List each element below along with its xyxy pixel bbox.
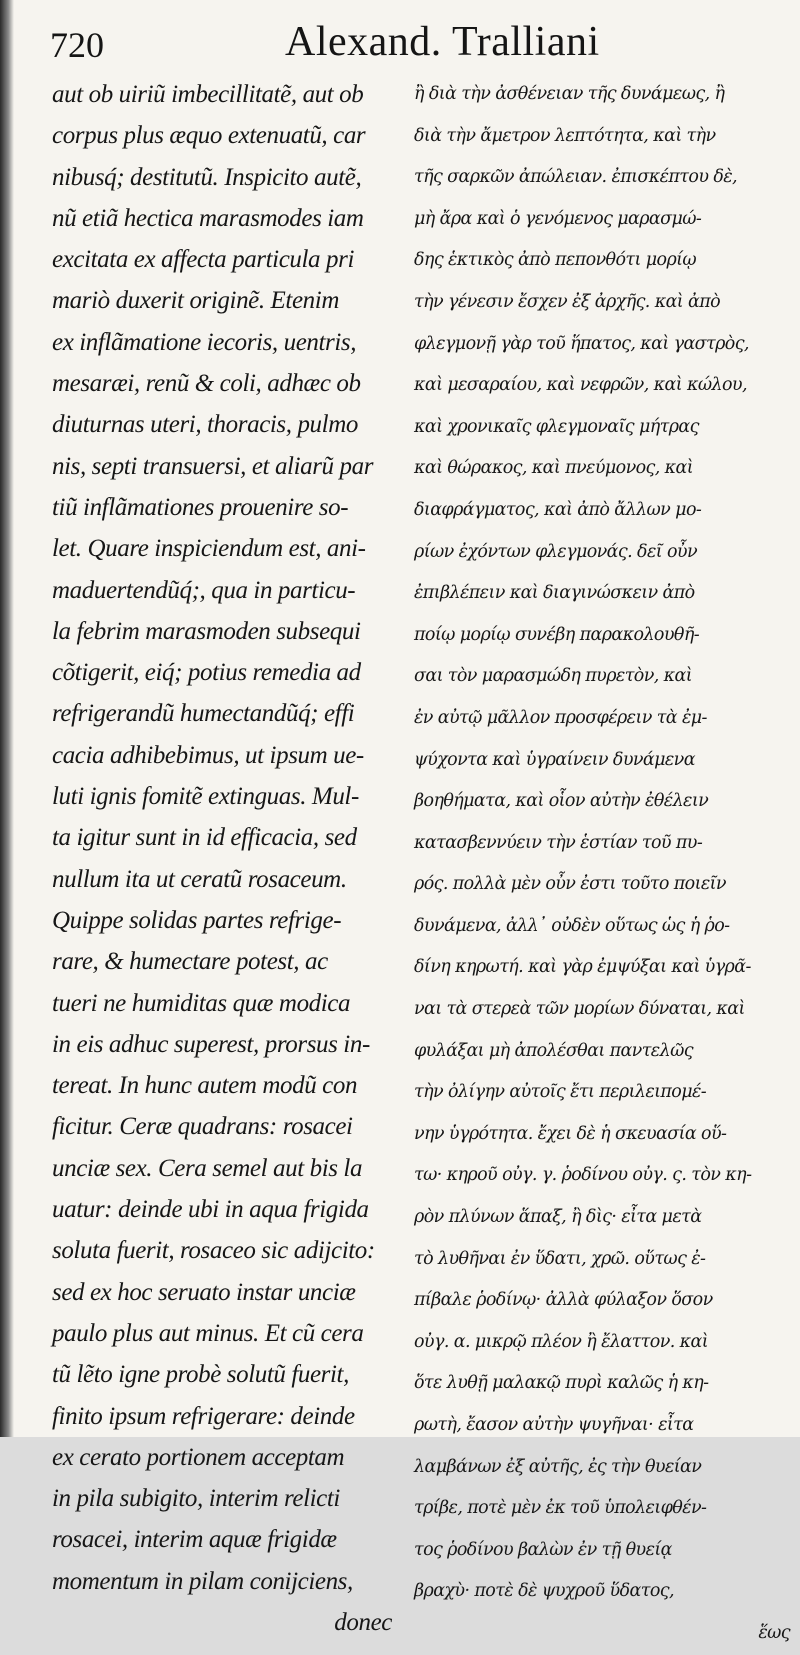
greek-text-line: τὸ λυθῆναι ἐν ὕδατι, χρῶ. οὕτως ἐ-: [414, 1248, 706, 1269]
greek-text-line: τω· κηροῦ οὐγ. γ. ῥοδίνου οὐγ. ς. τὸν κη-: [414, 1165, 752, 1186]
latin-text-line: momentum in pilam conijciens,: [52, 1567, 353, 1595]
latin-text-line: ex inflãmatione iecoris, uentris,: [52, 328, 357, 356]
greek-text-line: σαι τὸν μαρασμώδη πυρετὸν, καὶ: [414, 666, 693, 687]
greek-text-line: καὶ μεσαραίου, καὶ νεφρῶν, καὶ κώλου,: [414, 375, 747, 396]
greek-text-line: λαμβάνων ἐξ αὐτῆς, ἐς τὴν θυείαν: [414, 1456, 702, 1477]
greek-text-line: τῆς σαρκῶν ἀπώλειαν. ἐπισκέπτου δὲ,: [414, 167, 738, 188]
greek-text-line: ὅτε λυθῇ μαλακῷ πυρὶ καλῶς ἡ κη-: [414, 1373, 709, 1394]
latin-text-line: ficitur. Ceræ quadrans: rosacei: [52, 1113, 353, 1141]
latin-text-line: mesaræi, renũ & coli, adhæc ob: [52, 370, 361, 398]
latin-text-line: rare, & humectare potest, ac: [52, 948, 328, 976]
greek-text-line: ἢ διὰ τὴν ἀσθένειαν τῆς δυνάμεως, ἢ: [414, 84, 725, 104]
page-number: 720: [50, 25, 104, 65]
latin-text-line: corpus plus æquo extenuatũ, car: [52, 122, 366, 150]
greek-text-line: ρωτὴ, ἔασον αὐτὴν ψυγῆναι· εἶτα: [414, 1415, 694, 1435]
greek-text-line: τρίβε, ποτὲ μὲν ἐκ τοῦ ὑπολειφθέν-: [414, 1498, 707, 1519]
greek-catchword: ἕως: [758, 1622, 790, 1643]
greek-text-line: τὴν γένεσιν ἔσχεν ἐξ ἀρχῆς. καὶ ἀπὸ: [414, 291, 721, 312]
greek-text-line: μὴ ἄρα καὶ ὁ γενόμενος μαρασμώ-: [414, 208, 702, 229]
greek-text-line: ἐν αὐτῷ μᾶλλον προσφέρειν τὰ ἐμ-: [414, 707, 707, 728]
greek-text-line: φυλάξαι μὴ ἀπολέσθαι παντελῶς: [414, 1040, 693, 1061]
greek-text-line: διὰ τὴν ἄμετρον λεπτότητα, καὶ τὴν: [414, 125, 716, 146]
latin-text-line: luti ignis fomitẽ extinguas. Mul-: [52, 783, 359, 811]
latin-text-line: let. Quare inspiciendum est, ani-: [52, 535, 366, 563]
latin-text-line: Quippe solidas partes refrige-: [52, 906, 342, 934]
latin-text-line: nullum ita ut ceratũ rosaceum.: [52, 865, 347, 893]
latin-text-line: maduertendũq́;, qua in particu-: [52, 576, 356, 604]
greek-text-line: ρὸν πλύνων ἅπαξ, ἢ δὶς· εἶτα μετὰ: [414, 1207, 702, 1228]
latin-text-line: refrigerandũ humectandũq́; effi: [52, 700, 355, 728]
latin-text-line: mariò duxerit originẽ. Etenim: [52, 287, 339, 315]
greek-text-line: οὐγ. α. μικρῷ πλέον ἢ ἔλαττον. καὶ: [414, 1331, 709, 1352]
running-title: Alexand. Tralliani: [285, 19, 600, 65]
greek-text-line: τὴν ὀλίγην αὐτοῖς ἔτι περιλειπομέ-: [414, 1082, 707, 1103]
latin-text-line: in eis adhuc superest, prorsus in-: [52, 1030, 370, 1058]
greek-text-line: τος ῥοδίνου βαλὼν ἐν τῇ θυείᾳ: [414, 1539, 672, 1560]
latin-text-line: cõtigerit, eiq́; potius remedia ad: [52, 659, 361, 687]
latin-column: [52, 74, 392, 1643]
greek-text-line: κατασβεννύειν τὴν ἑστίαν τοῦ πυ-: [414, 832, 703, 853]
latin-text-line: cacia adhibebimus, ut ipsum ue-: [52, 741, 364, 769]
latin-text-line: uatur: deinde ubi in aqua frigida: [52, 1196, 369, 1224]
latin-text-line: diuturnas uteri, thoracis, pulmo: [52, 411, 358, 439]
latin-text-line: excitata ex affecta particula pri: [52, 246, 354, 274]
greek-text-line: διαφράγματος, καὶ ἀπὸ ἄλλων μο-: [414, 499, 702, 520]
greek-text-line: ψύχοντα καὶ ὑγραίνειν δυνάμενα: [414, 749, 695, 770]
latin-text-line: tũ lẽto igne probè solutũ fuerit,: [52, 1361, 349, 1389]
latin-text-line: unciæ sex. Cera semel aut bis la: [52, 1154, 363, 1182]
latin-text-line: nibusq́; destitutũ. Inspicito autẽ,: [52, 163, 362, 191]
latin-text-line: tueri ne humiditas quæ modica: [52, 989, 351, 1017]
latin-text-line: soluta fuerit, rosaceo sic adijcito:: [52, 1237, 375, 1265]
greek-text-line: δης ἑκτικὸς ἀπὸ πεπονθότι μορίῳ: [414, 250, 697, 271]
greek-column: [414, 74, 790, 1655]
latin-text-line: finito ipsum refrigerare: deinde: [52, 1402, 355, 1430]
greek-text-line: ἐπιβλέπειν καὶ διαγινώσκειν ἀπὸ: [414, 583, 695, 604]
greek-text-line: πίβαλε ῥοδίνῳ· ἀλλὰ φύλαξον ὅσον: [414, 1290, 713, 1311]
latin-text-line: in pila subigito, interim relicti: [52, 1485, 340, 1513]
latin-text-line: ex cerato portionem acceptam: [52, 1443, 345, 1471]
page-header: [0, 19, 800, 74]
latin-catchword: donec: [334, 1608, 392, 1636]
latin-text-line: nũ etiã hectica marasmodes iam: [52, 204, 364, 232]
latin-text-line: sed ex hoc seruato instar unciæ: [52, 1278, 356, 1306]
greek-text-line: ναι τὰ στερεὰ τῶν μορίων δύναται, καὶ: [414, 999, 745, 1020]
greek-text-line: ρός. πολλὰ μὲν οὖν ἐστι τοῦτο ποιεῖν: [414, 874, 726, 895]
greek-text-line: βοηθήματα, καὶ οἷον αὐτὴν ἐθέλειν: [414, 791, 709, 812]
greek-text-line: καὶ θώρακος, καὶ πνεύμονος, καὶ: [414, 458, 694, 479]
page-gutter-shadow: [0, 0, 14, 1437]
latin-text-line: ta igitur sunt in id efficacia, sed: [52, 824, 357, 852]
greek-text-line: δυνάμενα, ἀλλ᾽ οὐδὲν οὕτως ὡς ἡ ῥο-: [414, 915, 730, 936]
latin-text-line: la febrim marasmoden subsequi: [52, 617, 361, 645]
greek-text-line: ρίων ἐχόντων φλεγμονάς. δεῖ οὖν: [414, 541, 697, 562]
latin-text-line: aut ob uiriũ imbecillitatẽ, aut ob: [52, 81, 364, 108]
latin-text-line: paulo plus aut minus. Et cũ cera: [52, 1319, 364, 1347]
greek-text-line: καὶ χρονικαῖς φλεγμοναῖς μήτρας: [414, 416, 699, 437]
greek-text-line: δίνη κηρωτή. καὶ γὰρ ἐμψύξαι καὶ ὑγρᾶ-: [414, 957, 751, 978]
latin-text-line: rosacei, interim aquæ frigidæ: [52, 1526, 337, 1554]
greek-text-line: φλεγμονῇ γὰρ τοῦ ἥπατος, καὶ γαστρὸς,: [414, 333, 749, 354]
greek-text-line: ποίῳ μορίῳ συνέβη παρακολουθῆ-: [414, 624, 700, 645]
latin-text-line: tiũ inflãmationes prouenire so-: [52, 493, 349, 521]
latin-text-line: nis, septi transuersi, et aliarũ par: [52, 452, 374, 480]
greek-text-line: βραχὺ· ποτὲ δὲ ψυχροῦ ὕδατος,: [414, 1581, 674, 1602]
greek-text-line: νην ὑγρότητα. ἔχει δὲ ἡ σκευασία οὕ-: [414, 1123, 727, 1144]
latin-text-line: tereat. In hunc autem modũ con: [52, 1072, 358, 1100]
